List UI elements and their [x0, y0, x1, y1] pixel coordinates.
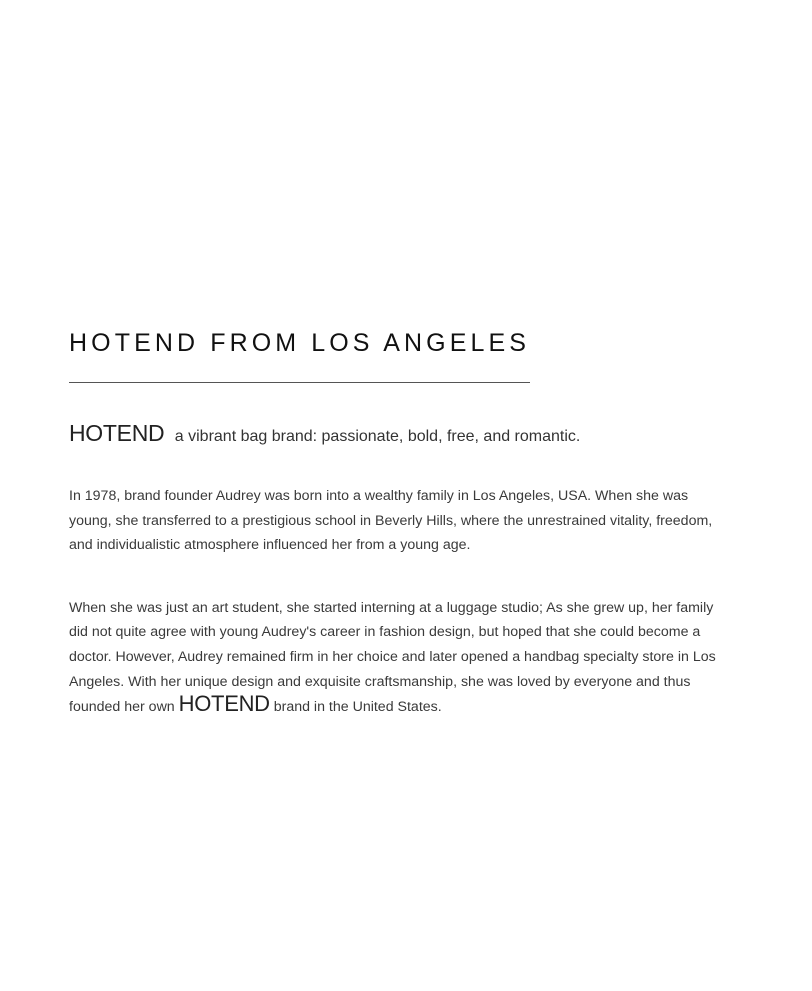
founding-tail: brand in the United States. [273, 699, 442, 716]
brand-story-section [69, 328, 729, 720]
intro-brand-name: HOTEND [69, 420, 165, 446]
founding-paragraph [69, 596, 729, 720]
founding-text: When she was just an art student, she started interning at a luggage studio; As she grew up, her family did not quite agree with young Audrey's career in fashion design, but hoped that she could become a doctor. However, Audrey remained firm in her choice and later opened a handbag specialty store in Los Angeles. With her unique design and exquisite craftsmanship, she was loved by everyone and thus founded her own [69, 599, 716, 716]
page-title: HOTEND FROM LOS ANGELES [69, 329, 531, 357]
intro-tagline: a vibrant bag brand: passionate, bold, free, and romantic. [174, 428, 581, 445]
history-paragraph: In 1978, brand founder Audrey was born into a wealthy family in Los Angeles, USA. When she was young, she transferred to a prestigious school in Beverly Hills, where the unrestrained vitality, freedom, and individualistic atmosphere influenced her from a young age. [69, 488, 713, 554]
founding-brand-name: HOTEND [178, 691, 270, 717]
brand-intro [69, 419, 729, 451]
title-divider [69, 382, 530, 383]
